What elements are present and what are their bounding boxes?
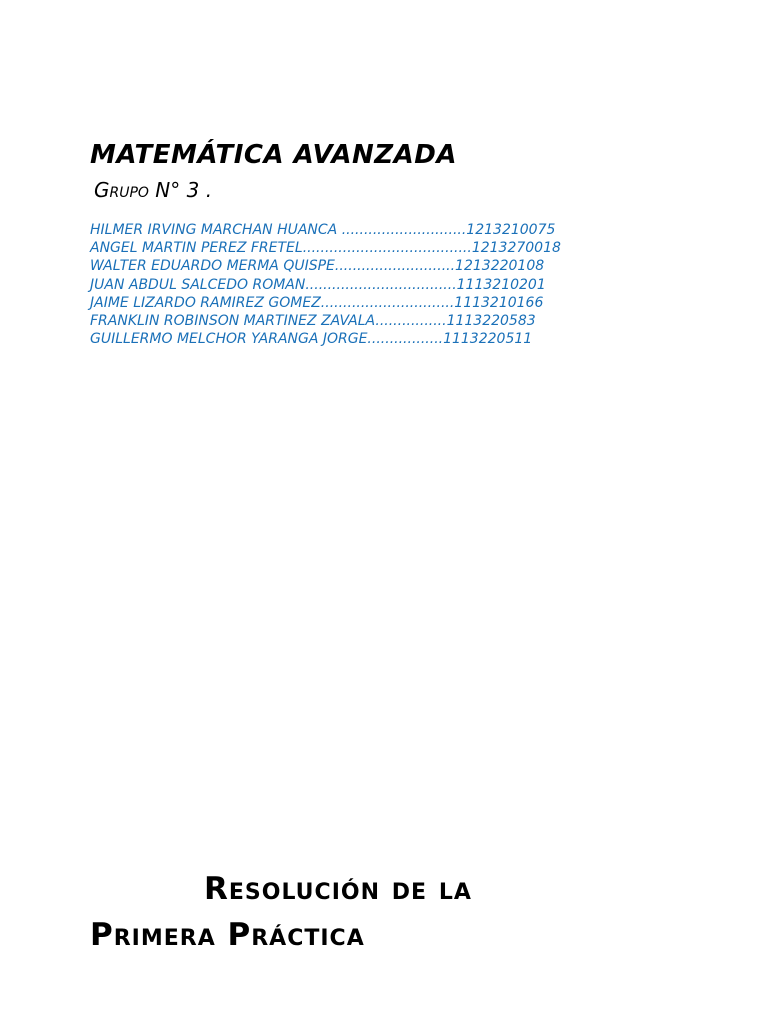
member-item: JUAN ABDUL SALCEDO ROMAN..................................1113210201: [90, 276, 546, 293]
member-list: [90, 221, 561, 348]
heading-line-2: Primera Práctica: [90, 917, 365, 953]
document-heading: [90, 866, 650, 958]
member-item: ANGEL MARTIN PEREZ FRETEL......................................1213270018: [90, 240, 561, 257]
member-item: GUILLERMO MELCHOR YARANGA JORGE.................1113220511: [90, 331, 533, 348]
course-title: MATEMÁTICA AVANZADA: [90, 140, 457, 170]
member-item: HILMER IRVING MARCHAN HUANCA ............................1213210075: [90, 222, 556, 238]
group-number: Grupo N° 3 .: [94, 178, 213, 202]
member-item: JAIME LIZARDO RAMIREZ GOMEZ..............................1113210166: [90, 294, 544, 311]
heading-line-1: Resolución de la: [204, 871, 472, 907]
member-item: FRANKLIN ROBINSON MARTINEZ ZAVALA................1113220583: [90, 313, 536, 330]
member-item: WALTER EDUARDO MERMA QUISPE...........................1213220108: [90, 258, 545, 275]
